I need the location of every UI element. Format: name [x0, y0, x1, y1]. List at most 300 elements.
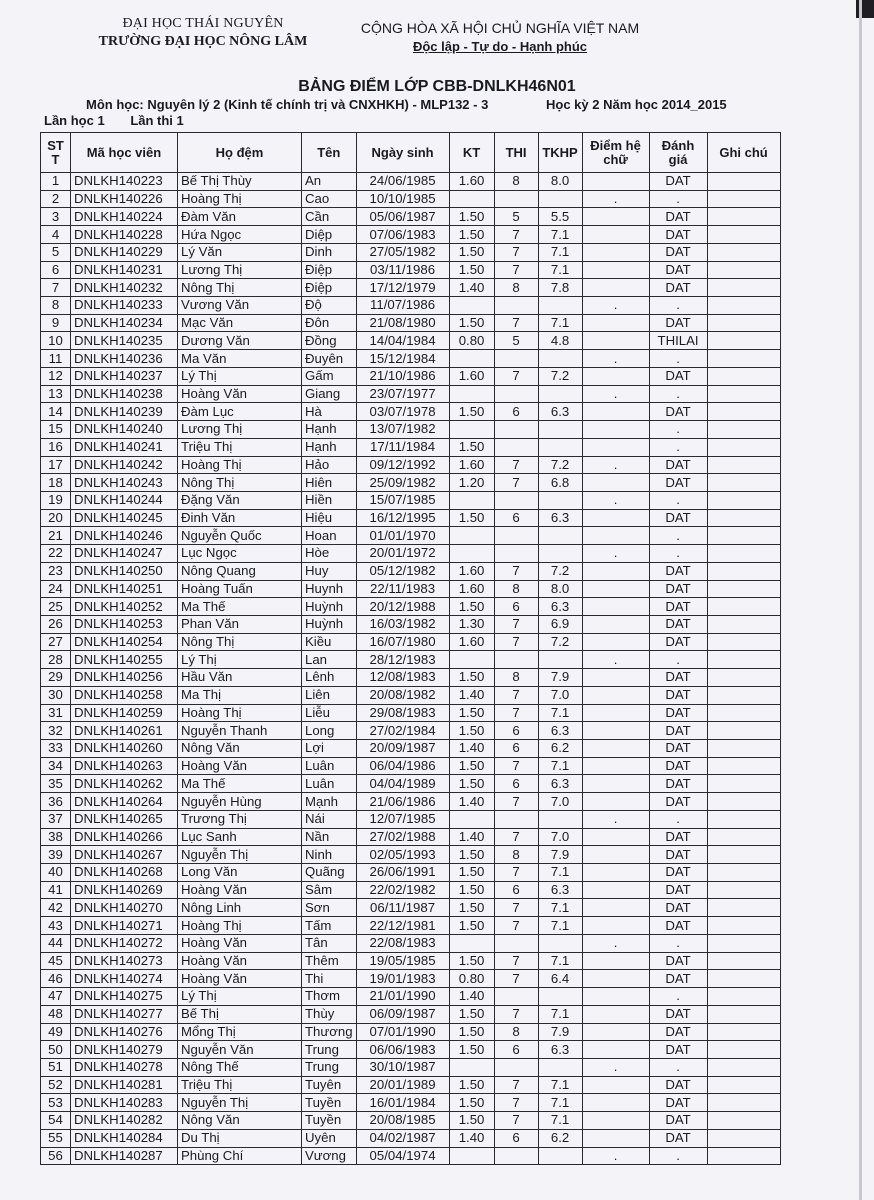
kt-score-cell: 1.50	[449, 509, 494, 527]
student-code-cell: DNLKH140237	[71, 367, 178, 385]
letter-grade-cell	[582, 1094, 649, 1112]
stt-cell: 27	[41, 633, 71, 651]
letter-grade-cell	[582, 438, 649, 456]
total-score-cell: 7.1	[538, 952, 582, 970]
table-row	[41, 917, 781, 935]
surname-cell: Nông Văn	[178, 740, 302, 758]
surname-cell: Đặng Văn	[178, 491, 302, 509]
table-row	[41, 757, 781, 775]
surname-cell: Lương Thị	[178, 261, 302, 279]
kt-score-cell: 1.30	[449, 615, 494, 633]
total-score-cell	[538, 545, 582, 563]
given-name-cell: Luân	[302, 775, 357, 793]
total-score-cell: 7.1	[538, 704, 582, 722]
national-header	[350, 20, 650, 54]
student-code-cell: DNLKH140254	[71, 633, 178, 651]
evaluation-cell: DAT	[649, 757, 707, 775]
table-row	[41, 438, 781, 456]
dob-cell: 15/12/1984	[356, 350, 449, 368]
student-code-cell: DNLKH140260	[71, 740, 178, 758]
exam-score-cell	[494, 527, 538, 545]
letter-grade-cell	[582, 1023, 649, 1041]
col-surname: Họ đệm	[178, 133, 302, 173]
col-tkhp: TKHP	[538, 133, 582, 173]
evaluation-cell: DAT	[649, 1023, 707, 1041]
table-row	[41, 988, 781, 1006]
given-name-cell: Tuyền	[302, 1094, 357, 1112]
table-row	[41, 1041, 781, 1059]
exam-score-cell: 6	[494, 1041, 538, 1059]
letter-grade-cell	[582, 722, 649, 740]
given-name-cell: Ninh	[302, 846, 357, 864]
col-evaluation: Đánh giá	[649, 133, 707, 173]
evaluation-cell: .	[649, 651, 707, 669]
table-row	[41, 1005, 781, 1023]
exam-score-cell: 7	[494, 456, 538, 474]
student-code-cell: DNLKH140247	[71, 545, 178, 563]
note-cell	[707, 580, 780, 598]
surname-cell: Hoàng Thị	[178, 190, 302, 208]
letter-grade-cell	[582, 314, 649, 332]
given-name-cell: Trung	[302, 1041, 357, 1059]
note-cell	[707, 828, 780, 846]
letter-grade-cell: .	[582, 651, 649, 669]
surname-cell: Hoàng Thị	[178, 456, 302, 474]
given-name-cell: Đồng	[302, 332, 357, 350]
stt-cell: 50	[41, 1041, 71, 1059]
attempt-study: Lần học 1	[44, 113, 105, 128]
exam-score-cell: 7	[494, 757, 538, 775]
stt-cell: 14	[41, 403, 71, 421]
total-score-cell: 7.2	[538, 633, 582, 651]
table-row	[41, 828, 781, 846]
evaluation-cell: DAT	[649, 669, 707, 687]
given-name-cell: Huynh	[302, 580, 357, 598]
total-score-cell	[538, 988, 582, 1006]
surname-cell: Dương Văn	[178, 332, 302, 350]
student-code-cell: DNLKH140223	[71, 173, 178, 191]
dob-cell: 16/01/1984	[356, 1094, 449, 1112]
col-thi: THI	[494, 133, 538, 173]
student-code-cell: DNLKH140251	[71, 580, 178, 598]
table-row	[41, 509, 781, 527]
student-code-cell: DNLKH140261	[71, 722, 178, 740]
exam-score-cell	[494, 934, 538, 952]
note-cell	[707, 367, 780, 385]
given-name-cell: Đôn	[302, 314, 357, 332]
dob-cell: 15/07/1985	[356, 491, 449, 509]
evaluation-cell: DAT	[649, 917, 707, 935]
evaluation-cell: .	[649, 1147, 707, 1165]
evaluation-cell: DAT	[649, 1129, 707, 1147]
kt-score-cell: 1.50	[449, 243, 494, 261]
letter-grade-cell	[582, 243, 649, 261]
scan-edge-line	[859, 0, 862, 1200]
student-code-cell: DNLKH140243	[71, 474, 178, 492]
stt-cell: 30	[41, 686, 71, 704]
dob-cell: 17/12/1979	[356, 279, 449, 297]
kt-score-cell: 1.60	[449, 173, 494, 191]
kt-score-cell: 1.60	[449, 367, 494, 385]
given-name-cell: Sâm	[302, 881, 357, 899]
student-code-cell: DNLKH140282	[71, 1112, 178, 1130]
stt-cell: 34	[41, 757, 71, 775]
total-score-cell: 7.1	[538, 243, 582, 261]
dob-cell: 16/12/1995	[356, 509, 449, 527]
kt-score-cell: 1.50	[449, 846, 494, 864]
given-name-cell: Hiền	[302, 491, 357, 509]
total-score-cell: 6.9	[538, 615, 582, 633]
note-cell	[707, 562, 780, 580]
total-score-cell: 7.1	[538, 1005, 582, 1023]
table-row	[41, 350, 781, 368]
table-row	[41, 651, 781, 669]
student-code-cell: DNLKH140244	[71, 491, 178, 509]
dob-cell: 25/09/1982	[356, 474, 449, 492]
surname-cell: Ma Thế	[178, 775, 302, 793]
kt-score-cell: 1.50	[449, 598, 494, 616]
exam-score-cell: 7	[494, 562, 538, 580]
table-row	[41, 846, 781, 864]
note-cell	[707, 740, 780, 758]
letter-grade-cell	[582, 881, 649, 899]
surname-cell: Mạc Văn	[178, 314, 302, 332]
surname-cell: Nông Thị	[178, 474, 302, 492]
note-cell	[707, 438, 780, 456]
exam-score-cell: 8	[494, 1023, 538, 1041]
kt-score-cell	[449, 934, 494, 952]
col-note: Ghi chú	[707, 133, 780, 173]
university-name: ĐẠI HỌC THÁI NGUYÊN	[122, 16, 284, 31]
given-name-cell: Hạnh	[302, 421, 357, 439]
stt-cell: 52	[41, 1076, 71, 1094]
exam-score-cell: 6	[494, 1129, 538, 1147]
stt-cell: 54	[41, 1112, 71, 1130]
surname-cell: Hầu Văn	[178, 669, 302, 687]
stt-cell: 12	[41, 367, 71, 385]
evaluation-cell: .	[649, 1058, 707, 1076]
given-name-cell: Đuyên	[302, 350, 357, 368]
kt-score-cell: 1.40	[449, 1129, 494, 1147]
note-cell	[707, 190, 780, 208]
student-code-cell: DNLKH140242	[71, 456, 178, 474]
dob-cell: 20/08/1982	[356, 686, 449, 704]
exam-score-cell: 8	[494, 846, 538, 864]
table-row	[41, 279, 781, 297]
kt-score-cell: 1.40	[449, 740, 494, 758]
exam-score-cell	[494, 190, 538, 208]
student-code-cell: DNLKH140233	[71, 297, 178, 315]
exam-score-cell: 8	[494, 580, 538, 598]
surname-cell: Nguyễn Văn	[178, 1041, 302, 1059]
grades-table-body	[41, 173, 781, 1165]
given-name-cell: Tấm	[302, 917, 357, 935]
student-code-cell: DNLKH140271	[71, 917, 178, 935]
national-motto: Độc lập - Tự do - Hạnh phúc	[412, 39, 588, 54]
evaluation-cell: .	[649, 350, 707, 368]
stt-cell: 44	[41, 934, 71, 952]
given-name-cell: Thi	[302, 970, 357, 988]
kt-score-cell	[449, 1147, 494, 1165]
note-cell	[707, 545, 780, 563]
table-row	[41, 297, 781, 315]
kt-score-cell	[449, 297, 494, 315]
letter-grade-cell	[582, 846, 649, 864]
letter-grade-cell	[582, 793, 649, 811]
kt-score-cell: 1.50	[449, 704, 494, 722]
dob-cell: 27/02/1988	[356, 828, 449, 846]
given-name-cell: Lênh	[302, 669, 357, 687]
letter-grade-cell	[582, 917, 649, 935]
surname-cell: Nguyễn Hùng	[178, 793, 302, 811]
table-row	[41, 952, 781, 970]
evaluation-cell: .	[649, 385, 707, 403]
evaluation-cell: DAT	[649, 1005, 707, 1023]
note-cell	[707, 864, 780, 882]
stt-cell: 4	[41, 226, 71, 244]
exam-score-cell	[494, 350, 538, 368]
evaluation-cell: DAT	[649, 279, 707, 297]
given-name-cell: Hòe	[302, 545, 357, 563]
letter-grade-cell	[582, 704, 649, 722]
note-cell	[707, 881, 780, 899]
surname-cell: Lục Sanh	[178, 828, 302, 846]
total-score-cell: 7.0	[538, 828, 582, 846]
kt-score-cell: 1.50	[449, 899, 494, 917]
student-code-cell: DNLKH140231	[71, 261, 178, 279]
dob-cell: 21/10/1986	[356, 367, 449, 385]
note-cell	[707, 1005, 780, 1023]
dob-cell: 04/02/1987	[356, 1129, 449, 1147]
surname-cell: Đinh Văn	[178, 509, 302, 527]
dob-cell: 20/12/1988	[356, 598, 449, 616]
evaluation-cell: DAT	[649, 1094, 707, 1112]
student-code-cell: DNLKH140263	[71, 757, 178, 775]
table-row	[41, 686, 781, 704]
exam-score-cell	[494, 297, 538, 315]
table-row	[41, 261, 781, 279]
given-name-cell: Kiều	[302, 633, 357, 651]
student-code-cell: DNLKH140269	[71, 881, 178, 899]
student-code-cell: DNLKH140239	[71, 403, 178, 421]
dob-cell: 01/01/1970	[356, 527, 449, 545]
given-name-cell: Liễu	[302, 704, 357, 722]
evaluation-cell: .	[649, 988, 707, 1006]
table-row	[41, 970, 781, 988]
table-row	[41, 367, 781, 385]
stt-cell: 32	[41, 722, 71, 740]
exam-score-cell: 5	[494, 208, 538, 226]
surname-cell: Hoàng Văn	[178, 952, 302, 970]
dob-cell: 07/01/1990	[356, 1023, 449, 1041]
given-name-cell: Điệp	[302, 261, 357, 279]
dob-cell: 30/10/1987	[356, 1058, 449, 1076]
total-score-cell: 7.1	[538, 757, 582, 775]
letter-grade-cell: .	[582, 385, 649, 403]
dob-cell: 12/08/1983	[356, 669, 449, 687]
surname-cell: Lý Thị	[178, 988, 302, 1006]
letter-grade-cell: .	[582, 350, 649, 368]
exam-score-cell	[494, 491, 538, 509]
col-stt: STT	[41, 133, 71, 173]
stt-cell: 51	[41, 1058, 71, 1076]
student-code-cell: DNLKH140267	[71, 846, 178, 864]
evaluation-cell: DAT	[649, 740, 707, 758]
student-code-cell: DNLKH140262	[71, 775, 178, 793]
exam-score-cell	[494, 438, 538, 456]
table-row	[41, 1147, 781, 1165]
given-name-cell: Vương	[302, 1147, 357, 1165]
surname-cell: Ma Thế	[178, 598, 302, 616]
kt-score-cell: 1.50	[449, 261, 494, 279]
student-code-cell: DNLKH140228	[71, 226, 178, 244]
student-code-cell: DNLKH140245	[71, 509, 178, 527]
note-cell	[707, 1094, 780, 1112]
exam-score-cell: 6	[494, 881, 538, 899]
letter-grade-cell: .	[582, 1058, 649, 1076]
kt-score-cell: 1.50	[449, 1094, 494, 1112]
table-row	[41, 545, 781, 563]
given-name-cell: Huỳnh	[302, 615, 357, 633]
stt-cell: 5	[41, 243, 71, 261]
note-cell	[707, 261, 780, 279]
evaluation-cell: DAT	[649, 208, 707, 226]
student-code-cell: DNLKH140238	[71, 385, 178, 403]
stt-cell: 21	[41, 527, 71, 545]
exam-score-cell: 7	[494, 474, 538, 492]
total-score-cell	[538, 385, 582, 403]
student-code-cell: DNLKH140266	[71, 828, 178, 846]
dob-cell: 20/08/1985	[356, 1112, 449, 1130]
total-score-cell	[538, 438, 582, 456]
total-score-cell: 7.2	[538, 562, 582, 580]
evaluation-cell: DAT	[649, 1112, 707, 1130]
dob-cell: 10/10/1985	[356, 190, 449, 208]
total-score-cell: 7.8	[538, 279, 582, 297]
dob-cell: 21/01/1990	[356, 988, 449, 1006]
letter-grade-cell	[582, 1005, 649, 1023]
dob-cell: 27/05/1982	[356, 243, 449, 261]
total-score-cell: 4.8	[538, 332, 582, 350]
stt-cell: 24	[41, 580, 71, 598]
total-score-cell: 6.4	[538, 970, 582, 988]
surname-cell: Hoàng Văn	[178, 757, 302, 775]
given-name-cell: Tuyền	[302, 1112, 357, 1130]
table-row	[41, 385, 781, 403]
letter-grade-cell: .	[582, 190, 649, 208]
note-cell	[707, 704, 780, 722]
stt-cell: 15	[41, 421, 71, 439]
total-score-cell	[538, 350, 582, 368]
note-cell	[707, 1041, 780, 1059]
surname-cell: Mổng Thị	[178, 1023, 302, 1041]
stt-cell: 49	[41, 1023, 71, 1041]
kt-score-cell: 1.40	[449, 988, 494, 1006]
total-score-cell: 6.3	[538, 881, 582, 899]
evaluation-cell: DAT	[649, 509, 707, 527]
stt-cell: 7	[41, 279, 71, 297]
subject-line: Môn học: Nguyên lý 2 (Kinh tế chính trị và CNXHKH) - MLP132 - 3	[86, 97, 489, 112]
student-code-cell: DNLKH140276	[71, 1023, 178, 1041]
note-cell	[707, 810, 780, 828]
stt-cell: 20	[41, 509, 71, 527]
surname-cell: Hứa Ngọc	[178, 226, 302, 244]
evaluation-cell: .	[649, 810, 707, 828]
exam-score-cell: 7	[494, 226, 538, 244]
note-cell	[707, 527, 780, 545]
dob-cell: 19/05/1985	[356, 952, 449, 970]
evaluation-cell: DAT	[649, 403, 707, 421]
student-code-cell: DNLKH140246	[71, 527, 178, 545]
surname-cell: Lý Văn	[178, 243, 302, 261]
given-name-cell: Hiên	[302, 474, 357, 492]
total-score-cell: 7.1	[538, 1076, 582, 1094]
note-cell	[707, 1058, 780, 1076]
student-code-cell: DNLKH140283	[71, 1094, 178, 1112]
total-score-cell	[538, 810, 582, 828]
stt-cell: 33	[41, 740, 71, 758]
evaluation-cell: DAT	[649, 828, 707, 846]
dob-cell: 13/07/1982	[356, 421, 449, 439]
stt-cell: 48	[41, 1005, 71, 1023]
student-code-cell: DNLKH140259	[71, 704, 178, 722]
stt-cell: 56	[41, 1147, 71, 1165]
evaluation-cell: DAT	[649, 881, 707, 899]
given-name-cell: Giang	[302, 385, 357, 403]
evaluation-cell: DAT	[649, 864, 707, 882]
letter-grade-cell: .	[582, 810, 649, 828]
evaluation-cell: DAT	[649, 562, 707, 580]
given-name-cell: Độ	[302, 297, 357, 315]
surname-cell: Hoàng Thị	[178, 917, 302, 935]
given-name-cell: Thơm	[302, 988, 357, 1006]
total-score-cell: 6.2	[538, 1129, 582, 1147]
given-name-cell: Thùy	[302, 1005, 357, 1023]
exam-score-cell: 7	[494, 686, 538, 704]
table-row	[41, 899, 781, 917]
given-name-cell: Luân	[302, 757, 357, 775]
note-cell	[707, 208, 780, 226]
note-cell	[707, 279, 780, 297]
dob-cell: 06/04/1986	[356, 757, 449, 775]
surname-cell: Vương Văn	[178, 297, 302, 315]
kt-score-cell: 1.60	[449, 580, 494, 598]
kt-score-cell	[449, 491, 494, 509]
total-score-cell	[538, 1058, 582, 1076]
kt-score-cell: 0.80	[449, 332, 494, 350]
letter-grade-cell	[582, 1129, 649, 1147]
exam-score-cell: 6	[494, 740, 538, 758]
table-row	[41, 491, 781, 509]
stt-cell: 25	[41, 598, 71, 616]
evaluation-cell: DAT	[649, 722, 707, 740]
attempt-line	[44, 113, 206, 128]
surname-cell: Hoàng Văn	[178, 934, 302, 952]
dob-cell: 03/07/1978	[356, 403, 449, 421]
total-score-cell: 7.9	[538, 1023, 582, 1041]
exam-score-cell	[494, 385, 538, 403]
given-name-cell: Điệp	[302, 279, 357, 297]
stt-cell: 26	[41, 615, 71, 633]
dob-cell: 14/04/1984	[356, 332, 449, 350]
exam-score-cell: 7	[494, 314, 538, 332]
letter-grade-cell: .	[582, 491, 649, 509]
evaluation-cell: DAT	[649, 580, 707, 598]
given-name-cell: Tuyên	[302, 1076, 357, 1094]
kt-score-cell: 1.50	[449, 438, 494, 456]
given-name-cell: Huỳnh	[302, 598, 357, 616]
note-cell	[707, 491, 780, 509]
